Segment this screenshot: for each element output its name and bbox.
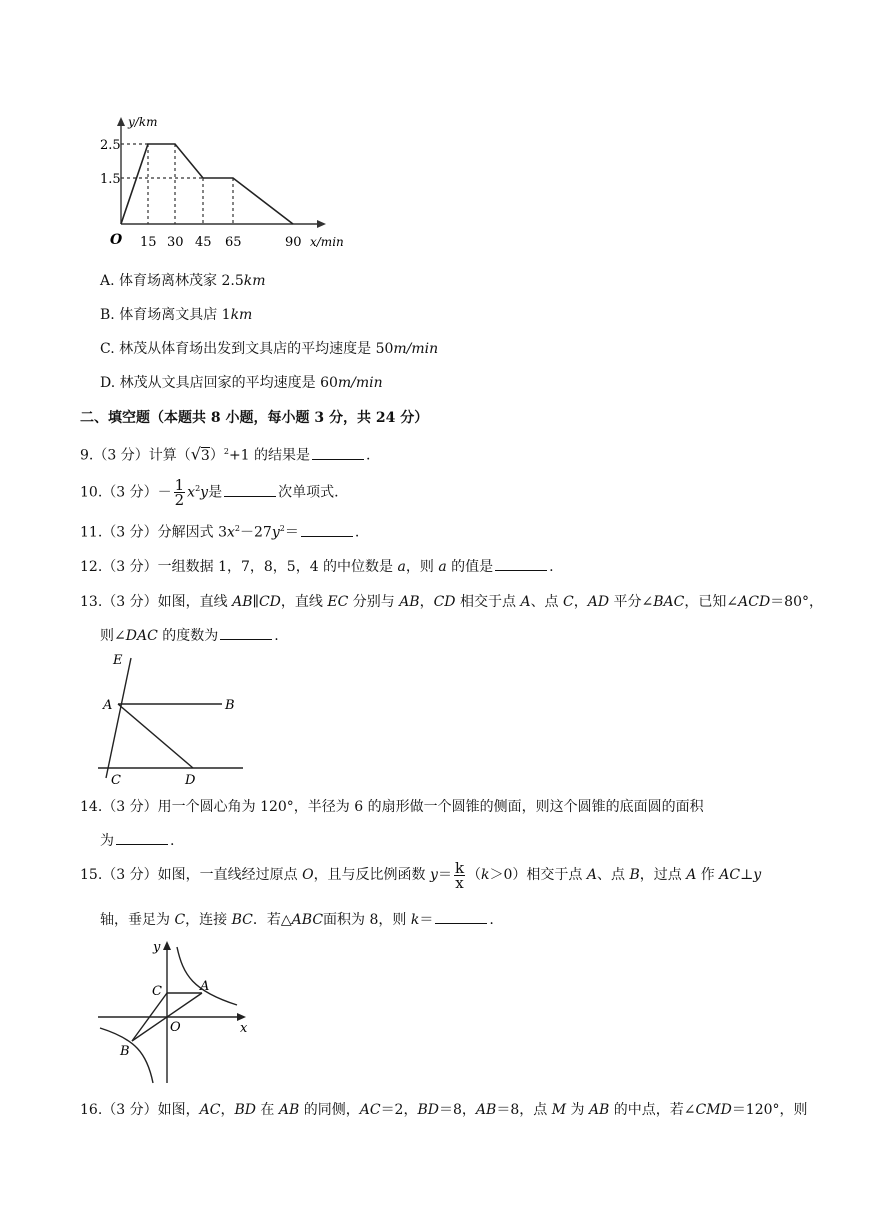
figure-13-parallel-lines <box>98 648 258 788</box>
answer-blank-14[interactable] <box>116 830 168 845</box>
point-A-label: A <box>103 698 113 713</box>
x-tick-90: 90 <box>285 235 302 250</box>
x-tick-65: 65 <box>225 235 242 250</box>
question-12: 12.（3 分）一组数据 1，7，8，5，4 的中位数是 a，则 a 的值是 . <box>80 556 554 577</box>
question-15-line2: 轴，垂足为 C，连接 BC．若△ABC面积为 8，则 k＝ . <box>100 909 494 930</box>
option-d[interactable]: D. 林茂从文具店回家的平均速度是 60m/min <box>100 375 383 391</box>
question-10: 10.（3 分）－ $\frac{1}{2}$ $x^2y$是 次单项式. <box>80 476 339 510</box>
question-14-line2: 为 . <box>100 830 174 851</box>
answer-blank-15[interactable] <box>435 909 487 924</box>
origin-label: O <box>110 232 123 248</box>
point-B-label: B <box>225 698 235 713</box>
question-11: 11.（3 分）分解因式 $3x^2-27y^2=$ . <box>80 519 359 543</box>
question-13-line2: 则∠DAC 的度数为 . <box>100 625 279 646</box>
point-D-label: D <box>185 773 196 788</box>
point-C-label: C <box>111 773 121 788</box>
question-16-line1: 16.（3 分）如图，AC，BD 在 AB 的同侧，AC＝2，BD＝8，AB＝8，点 M 为 AB 的中点，若∠CMD＝120°，则 <box>80 1102 808 1118</box>
option-a[interactable]: A. 体育场离林茂家 2.5km <box>100 273 266 289</box>
x-tick-30: 30 <box>167 235 184 250</box>
point-B-label: B <box>120 1044 130 1059</box>
answer-blank-12[interactable] <box>495 556 547 571</box>
figure-15-inverse-function <box>95 935 255 1090</box>
y-tick-2-5: 2.5 <box>100 138 121 153</box>
option-c[interactable]: C. 林茂从体育场出发到文具店的平均速度是 50m/min <box>100 341 439 357</box>
question-13-line1: 13.（3 分）如图，直线 AB∥CD，直线 EC 分别与 AB，CD 相交于点 A、点 C，AD 平分∠BAC，已知∠ACD＝80°， <box>80 594 823 610</box>
answer-blank-11[interactable] <box>301 522 353 537</box>
answer-blank-13[interactable] <box>220 625 272 640</box>
y-axis-label: y/km <box>128 115 158 129</box>
answer-blank-9[interactable] <box>312 445 364 460</box>
question-14-line1: 14.（3 分）用一个圆心角为 120°，半径为 6 的扇形做一个圆锥的侧面，则这个圆锥的底面圆的面积 <box>80 799 704 815</box>
distance-time-graph <box>100 112 360 252</box>
point-A-label: A <box>200 979 210 994</box>
option-b[interactable]: B. 体育场离文具店 1km <box>100 307 253 323</box>
x-axis-label: x/min <box>310 235 344 249</box>
x-tick-15: 15 <box>140 235 157 250</box>
section-2-title: 二、填空题（本题共 8 小题，每小题 3 分，共 24 分） <box>80 410 429 426</box>
point-E-label: E <box>113 653 123 668</box>
point-C-label: C <box>152 984 162 999</box>
question-15-line1: 15.（3 分）如图，一直线经过原点 O，且与反比例函数 y＝ $\frac{k}{x}$ （k＞0）相交于点 A、点 B，过点 A 作 AC⊥y <box>80 858 762 892</box>
axis-x-label: x <box>240 1021 248 1036</box>
answer-blank-10[interactable] <box>224 482 276 497</box>
point-O-label: O <box>170 1020 181 1035</box>
axis-y-label: y <box>153 940 161 955</box>
y-tick-1-5: 1.5 <box>100 172 121 187</box>
x-tick-45: 45 <box>195 235 212 250</box>
question-9: 9.（3 分）计算$(√3)^2+1$ 的结果是 . <box>80 444 371 464</box>
